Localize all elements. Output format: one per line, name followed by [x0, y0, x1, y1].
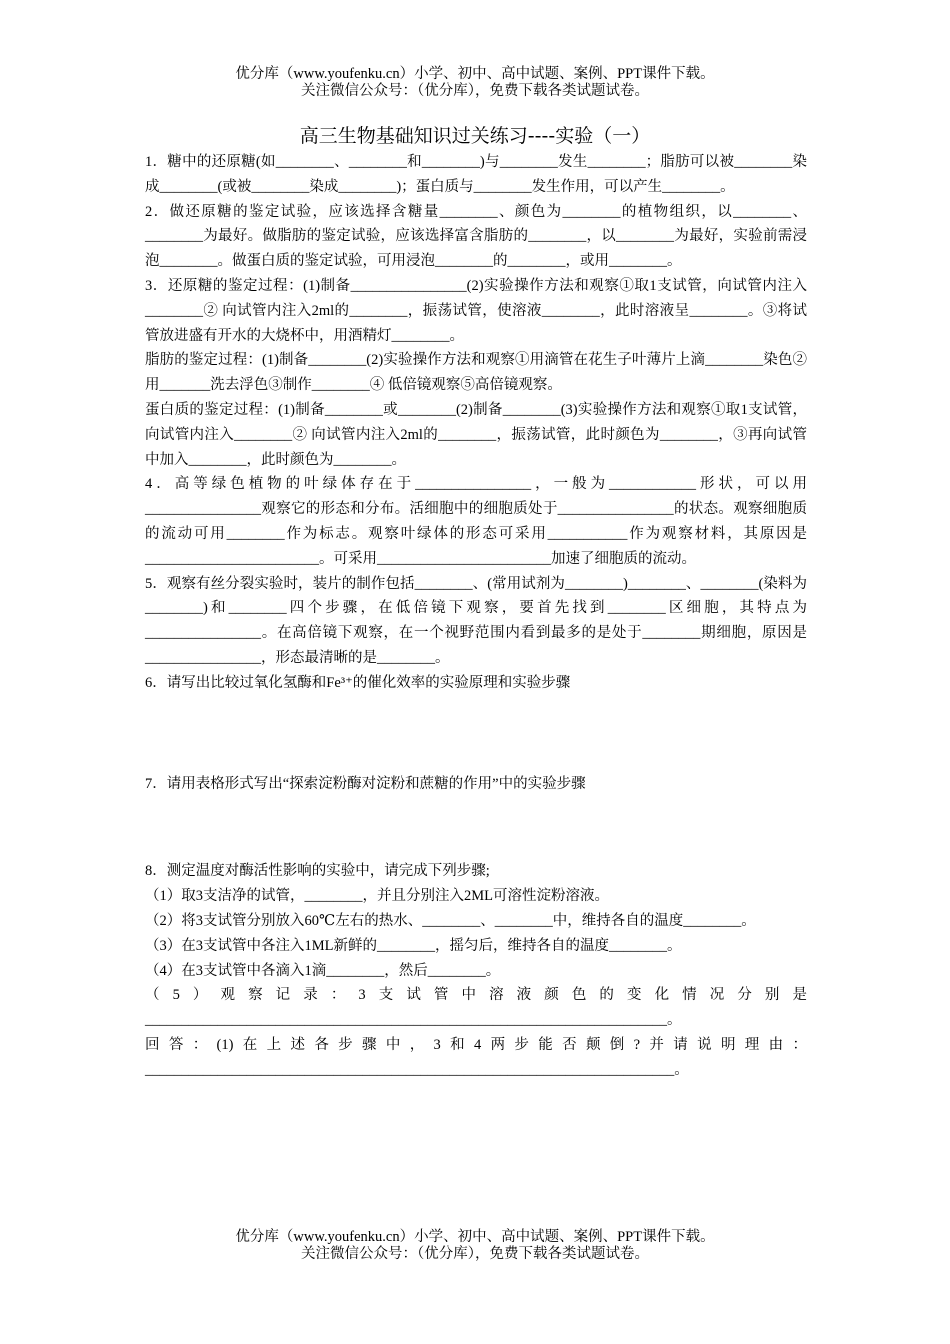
- question-3-fat: 脂肪的鉴定过程：(1)制备________(2)实验操作方法和观察①用滴管在花生子叶薄片上滴________染色②用_______洗去浮色③制作________④ 低倍镜观察⑤高倍镜观察。: [145, 352, 807, 394]
- question-8-step-2: （2）将3支试管分别放入60℃左右的热水、________、________中，维持各自的温度________。: [145, 912, 756, 929]
- question-6: 6．请写出比较过氧化氢酶和Fe³⁺的催化效率的实验原理和实验步骤: [145, 674, 571, 691]
- question-8-step-4: （4）在3支试管中各滴入1滴________，然后________。: [145, 962, 501, 979]
- question-8-step-3: （3）在3支试管中各注入1ML新鲜的________，摇匀后，维持各自的温度________。: [145, 937, 682, 954]
- question-2: 2．做还原糖的鉴定试验，应该选择含糖量________、颜色为________的植物组织，以________、________为最好。做脂肪的鉴定试验，应该选择富含脂肪的________，以________为最好，实验前需浸泡________。做蛋白质的鉴定试验，可用浸泡________的________，或用________。: [145, 203, 807, 270]
- question-7: 7．请用表格形式写出“探索淀粉酶对淀粉和蔗糖的作用”中的实验步骤: [145, 775, 586, 792]
- question-3-reducing-sugar: 3．还原糖的鉴定过程：(1)制备________________(2)实验操作方法和观察①取1支试管，向试管内注入________② 向试管内注入2ml的________，振荡试管，使溶液________，此时溶液呈________。③将试管放进盛有开水的大烧杯中，用酒精灯________。: [145, 277, 807, 344]
- header-line-1: 优分库（www.youfenku.cn）小学、初中、高中试题、案例、PPT课件下载。: [235, 66, 715, 82]
- question-body: [145, 150, 807, 1083]
- document-title: 高三生物基础知识过关练习----实验（一）: [299, 125, 651, 147]
- question-8-step-1: （1）取3支洁净的试管，________，并且分别注入2ML可溶性淀粉溶液。: [145, 888, 609, 905]
- question-8-step-5: （5）观察记录：3支试管中溶液颜色的变化情况分别是________________________________________________________________________。: [145, 987, 807, 1029]
- footer-line-1: 优分库（www.youfenku.cn）小学、初中、高中试题、案例、PPT课件下载。: [235, 1229, 715, 1245]
- question-8-answer: 回答：(1)在上述各步骤中，3和4两步能否颠倒?并请说明理由：_________________________________________________________________________。: [145, 1036, 807, 1078]
- footer-line-2: 关注微信公众号：（优分库），免费下载各类试题试卷。: [301, 1246, 649, 1262]
- page-header: [0, 66, 950, 100]
- question-1: 1．糖中的还原糖(如________、________和________)与________发生________；脂肪可以被________染成________(或被________染成________)；蛋白质与________发生作用，可以产生________。: [145, 154, 807, 195]
- header-line-2: 关注微信公众号：（优分库），免费下载各类试题试卷。: [301, 83, 649, 99]
- question-3-protein: 蛋白质的鉴定过程：(1)制备________或________(2)制备________(3)实验操作方法和观察①取1支试管，向试管内注入________② 向试管内注入2ml的________，振荡试管，此时颜色为________，③再向试管中加入________，此时颜色为________。: [145, 401, 807, 468]
- page-footer: [0, 1229, 950, 1263]
- question-5: 5．观察有丝分裂实验时，装片的制作包括________、(常用试剂为________)________、________(染料为________)和________四个步骤，在低倍镜下观察，要首先找到________区细胞，其特点为________________。在高倍镜下观察，在一个视野范围内看到最多的是处于________期细胞，原因是________________，形态最清晰的是________。: [145, 575, 807, 666]
- answer-space-7: [145, 796, 807, 859]
- answer-space-6: [145, 696, 807, 772]
- question-8: 8．测定温度对酶活性影响的实验中，请完成下列步骤;: [145, 863, 490, 880]
- question-4: 4．高等绿色植物的叶绿体存在于________________，一般为____________形状，可以用________________观察它的形态和分布。活细胞中的细胞质处于________________的状态。观察细胞质的流动可用________作为标志。观察叶绿体的形态可采用___________作为观察材料，其原因是________________________。可采用________________________加速了细胞质的流动。: [145, 476, 807, 567]
